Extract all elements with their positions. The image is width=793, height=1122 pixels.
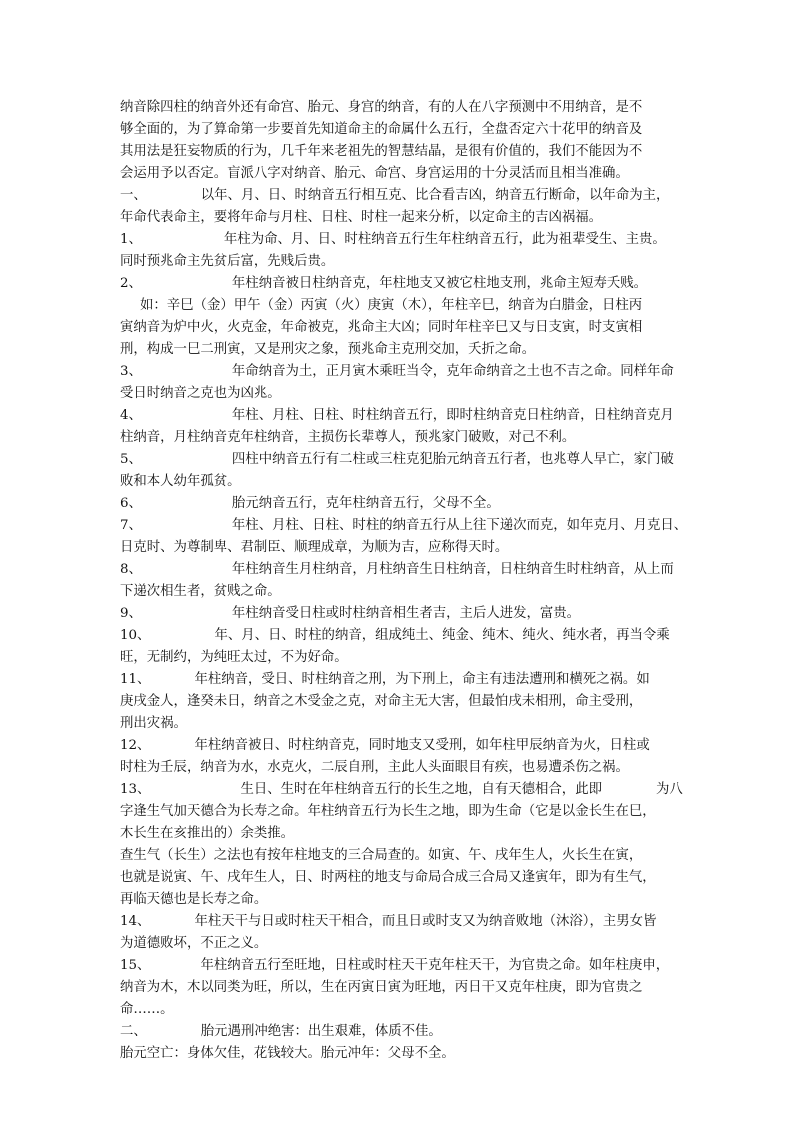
item-number: 1、 (120, 232, 142, 247)
document-body (120, 97, 688, 1065)
item-11-cont: 刑出灾祸。 (120, 716, 187, 731)
item-1-cont: 同时预兆命主先贫后富，先贱后贵。 (120, 254, 335, 269)
item-9 (120, 603, 680, 625)
item-15-cont: 命……。 (120, 1002, 174, 1017)
item-10 (120, 625, 680, 647)
section-number: 二、 (120, 1024, 147, 1039)
item-text: 年、月、日、时柱的纳音，组成纯土、纯金、纯木、纯火、纯水者，再当令乘 (214, 628, 670, 643)
item-15 (120, 955, 680, 977)
item-13-cont: 木长生在亥推出的）余类推。 (120, 826, 295, 841)
item-number: 12、 (120, 738, 151, 753)
item-13 (120, 779, 683, 801)
item-5-cont: 败和本人幼年孤贫。 (120, 474, 241, 489)
item-11 (120, 669, 680, 691)
item-text: 年柱纳音被日、时柱纳音克，同时地支又受刑，如年柱甲辰纳音为火，日柱或 (194, 738, 650, 753)
item-number: 5、 (120, 452, 142, 467)
item-text: 年柱纳音受日柱或时柱纳音相生者吉，主后人进发，富贵。 (231, 606, 581, 621)
item-text: 生日、生时在年柱纳音五行的长生之地，自有天德相合，此即 (240, 782, 602, 797)
item-number: 15、 (120, 958, 151, 973)
intro-line: 纳音除四柱的纳音外还有命宫、胎元、身宫的纳音，有的人在八字预测中不用纳音，是不 (120, 100, 643, 115)
note-line: 也就是说寅、午、戌年生人，日、时两柱的地支与命局合成三合局又逢寅年，即为有生气， (120, 870, 656, 885)
item-text: 年柱纳音五行至旺地，日柱或时柱天干克年柱天干，为官贵之命。如年柱庚申， (200, 958, 670, 973)
item-3 (120, 361, 680, 383)
item-text: 胎元纳音五行，克年柱纳音五行，父母不全。 (231, 496, 500, 511)
example-line: 刑，构成一巳二刑寅，又是刑灾之象，预兆命主克刑交加，夭折之命。 (120, 342, 536, 357)
note-line: 查生气（长生）之法也有按年柱地支的三合局查的。如寅、午、戌年生人，火长生在寅， (120, 848, 643, 863)
example-line: 寅纳音为炉中火，火克金，年命被克，兆命主大凶；同时年柱辛巳又与日支寅，时支寅相 (120, 320, 643, 335)
item-1 (120, 229, 680, 251)
section-one-heading (120, 185, 680, 207)
item-2 (120, 273, 680, 295)
intro-line: 其用法是狂妄物质的行为，几千年来老祖先的智慧结晶，是很有价值的，我们不能因为不 (120, 144, 643, 159)
item-text: 年柱、月柱、日柱、时柱纳音五行，即时柱纳音克日柱纳音，日柱纳音克月 (231, 408, 674, 423)
section-one-cont: 年命代表命主，要将年命与月柱、日柱、时柱一起来分析，以定命主的吉凶祸福。 (120, 210, 603, 225)
item-4 (120, 405, 680, 427)
section-number: 一、 (120, 188, 147, 203)
item-14 (120, 911, 680, 933)
item-13-cont: 字逢生气加天德合为长寿之命。年柱纳音五行为长生之地，即为生命（它是以金长生在巳， (120, 804, 656, 819)
item-number: 4、 (120, 408, 142, 423)
item-8-cont: 下递次相生者，贫贱之命。 (120, 584, 281, 599)
item-number: 8、 (120, 562, 142, 577)
item-5 (120, 449, 680, 471)
item-text: 年柱、月柱、日柱、时柱的纳音五行从上往下递次而克，如年克月、月克日、 (231, 518, 688, 533)
item-number: 7、 (120, 518, 142, 533)
example-line: 如：辛巳（金）甲午（金）丙寅（火）庚寅（木），年柱辛巳，纳音为白腊金，日柱丙 (140, 298, 643, 313)
item-text: 年柱为命、月、日、时柱纳音五行生年柱纳音五行，此为祖辈受生、主贵。 (223, 232, 666, 247)
item-3-cont: 受日时纳音之克也为凶兆。 (120, 386, 281, 401)
item-number: 10、 (120, 628, 151, 643)
item-text: 为八 (655, 782, 683, 797)
item-number: 2、 (120, 276, 142, 291)
item-12-cont: 时柱为壬辰，纳音为水，水克火，二辰自刑，主此人头面眼目有疾，也易遭杀伤之祸。 (120, 760, 629, 775)
item-14-cont: 为道德败坏，不正之义。 (120, 936, 268, 951)
item-text: 年柱纳音被日柱纳音克，年柱地支又被它柱地支刑，兆命主短寿夭贱。 (231, 276, 648, 291)
intro-line: 够全面的，为了算命第一步要首先知道命主的命属什么五行，全盘否定六十花甲的纳音及 (120, 122, 643, 137)
item-12 (120, 735, 680, 757)
item-text: 年柱纳音生月柱纳音，月柱纳音生日柱纳音，日柱纳音生时柱纳音，从上而 (231, 562, 674, 577)
item-7-cont: 日克时、为尊制卑、君制臣、顺理成章，为顺为吉，应称得天时。 (120, 540, 509, 555)
intro-line: 会运用予以否定。盲派八字对纳音、胎元、命宫、身宫运用的十分灵活而且相当准确。 (120, 166, 629, 181)
item-text: 年柱纳音，受日、时柱纳音之刑，为下刑上，命主有违法遭刑和横死之祸。如 (194, 672, 650, 687)
final-line: 胎元空亡：身体欠佳，花钱较大。胎元冲年：父母不全。 (120, 1046, 455, 1061)
item-10-cont: 旺，无制约，为纯旺太过，不为好命。 (120, 650, 348, 665)
item-number: 11、 (120, 672, 151, 687)
item-number: 13、 (120, 782, 151, 797)
note-line: 再临天德也是长寿之命。 (120, 892, 268, 907)
item-number: 3、 (120, 364, 142, 379)
section-two-heading (120, 1021, 680, 1043)
item-number: 6、 (120, 496, 142, 511)
item-6 (120, 493, 680, 515)
section-text: 以年、月、日、时纳音五行相互克、比合看吉凶，纳音五行断命，以年命为主， (200, 188, 670, 203)
item-11-cont: 庚戌金人，逢癸未日，纳音之木受金之克，对命主无大害，但最怕戌未相刑，命主受刑， (120, 694, 643, 709)
item-text: 四柱中纳音五行有二柱或三柱克犯胎元纳音五行者，也兆尊人早亡，家门破 (231, 452, 674, 467)
item-8 (120, 559, 680, 581)
item-4-cont: 柱纳音，月柱纳音克年柱纳音，主损伤长辈尊人，预兆家门破败，对己不利。 (120, 430, 576, 445)
item-number: 9、 (120, 606, 142, 621)
item-text: 年柱天干与日或时柱天干相合，而且日或时支又为纳音败地（沐浴），主男女皆 (194, 914, 657, 929)
item-number: 14、 (120, 914, 151, 929)
section-text: 胎元遇刑冲绝害：出生艰难，体质不佳。 (200, 1024, 442, 1039)
item-text: 年命纳音为土，正月寅木乘旺当令，克年命纳音之土也不吉之命。同样年命 (231, 364, 674, 379)
item-15-cont: 纳音为木，木以同类为旺，所以，生在丙寅日寅为旺地，丙日干又克年柱庚，即为官贵之 (120, 980, 643, 995)
item-7 (120, 515, 688, 537)
